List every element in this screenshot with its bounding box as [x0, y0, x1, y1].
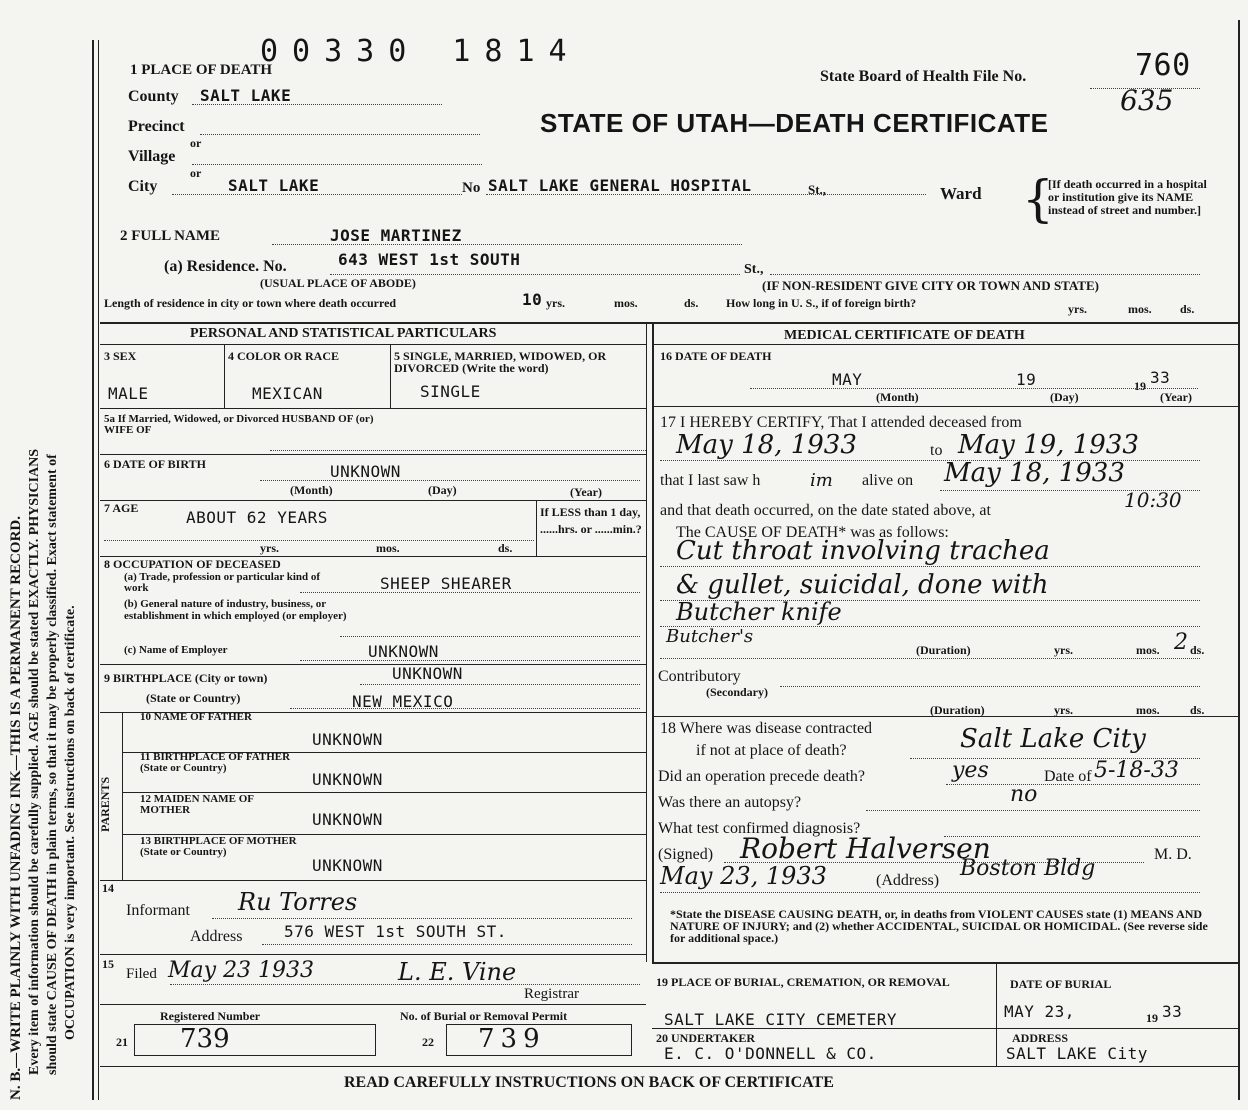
parents-label: PARENTS [98, 776, 112, 832]
father-birthplace-value: UNKNOWN [312, 770, 383, 789]
cause-line-3: Butcher knife [676, 598, 842, 626]
death-month: MAY [832, 370, 863, 389]
duration-mos: mos. [1136, 643, 1160, 657]
brace-icon: { [1022, 170, 1054, 228]
attended-from: May 18, 1933 [676, 430, 857, 460]
duration2-ds: ds. [1190, 703, 1205, 717]
sex-label: 3 SEX [104, 349, 137, 363]
informant-label: Informant [126, 902, 190, 919]
institution-note: [If death occurred in a hospital or institution give its NAME instead of street and number.] [1048, 177, 1207, 217]
occupation-label: 8 OCCUPATION OF DECEASED [104, 557, 281, 571]
margin-note-4: OCCUPATION is very important. See instructions on back of certificate. [63, 605, 78, 1040]
less-than-day: If LESS than 1 day, ......hrs. or ......min.? [540, 505, 642, 536]
death-day-label: (Day) [1050, 390, 1079, 404]
father-value: UNKNOWN [312, 730, 383, 749]
physician-signature: Robert Halversen [740, 832, 991, 865]
physician-address-label: (Address) [876, 872, 940, 889]
cause-label: The CAUSE OF DEATH* was as follows: [676, 524, 949, 541]
informant-address: 576 WEST 1st SOUTH ST. [284, 922, 507, 941]
right-border [1238, 20, 1240, 1100]
burial-permit-number: 739 [478, 1024, 546, 1054]
mother-label: 12 MAIDEN NAME OF MOTHER [140, 793, 254, 816]
burial-place-label: 19 PLACE OF BURIAL, CREMATION, OR REMOVAL [656, 975, 950, 989]
medical-header: MEDICAL CERTIFICATE OF DEATH [784, 328, 1025, 343]
registered-number: 739 [180, 1024, 230, 1054]
age-ds: ds. [498, 541, 513, 555]
length-mos: mos. [614, 296, 638, 310]
informant-address-label: Address [190, 928, 243, 945]
us-ds: ds. [1180, 302, 1195, 316]
undertaker-address: SALT LAKE City [1006, 1044, 1148, 1063]
city-label: City [128, 178, 158, 195]
where-contracted-label: 18 Where was disease contracted [660, 720, 873, 737]
burial-place-value: SALT LAKE CITY CEMETERY [664, 1010, 898, 1029]
item-14: 14 [102, 881, 114, 895]
city-value: SALT LAKE [228, 176, 320, 195]
last-saw-hand: im [810, 470, 833, 491]
county-label: County [128, 88, 179, 105]
hospital-value: SALT LAKE GENERAL HOSPITAL [488, 176, 752, 195]
file-no-alt: 635 [1120, 84, 1174, 117]
occupation-a-label: (a) Trade, profession or particular kind of work [124, 571, 321, 594]
burial-date: MAY 23, [1004, 1002, 1075, 1021]
cause-line-2: & gullet, suicidal, done with [676, 570, 1049, 600]
sex-value: MALE [108, 384, 149, 403]
mother-birthplace-label: 13 BIRTHPLACE OF MOTHER (State or Country) [140, 835, 297, 858]
age-label: 7 AGE [104, 501, 139, 515]
birthplace-city: UNKNOWN [392, 664, 463, 683]
dob-day: (Day) [428, 483, 457, 497]
residence-st: St., [744, 262, 764, 277]
margin-note-1: N. B.—WRITE PLAINLY WITH UNFADING INK—THIS IS A PERMANENT RECORD. [8, 516, 24, 1100]
dob-value: UNKNOWN [330, 462, 401, 481]
mother-value: UNKNOWN [312, 810, 383, 829]
employer-label: (c) Name of Employer [124, 644, 228, 656]
employer-value: UNKNOWN [368, 642, 439, 661]
place-of-death-heading: 1 PLACE OF DEATH [130, 62, 273, 78]
age-mos: mos. [376, 541, 400, 555]
death-year-label: (Year) [1160, 390, 1192, 404]
item-15: 15 [102, 957, 114, 971]
file-no-label: State Board of Health File No. [820, 68, 1027, 85]
color-race-value: MEXICAN [252, 384, 323, 403]
undertaker-address-label: ADDRESS [1012, 1031, 1069, 1045]
md-label: M. D. [1154, 846, 1192, 863]
burial-year: 33 [1162, 1002, 1183, 1021]
registrar-signature: L. E. Vine [398, 958, 517, 986]
item-21: 21 [116, 1035, 128, 1049]
or-label-1: or [190, 136, 202, 150]
duration-yrs: yrs. [1054, 643, 1073, 657]
father-birthplace-label: 11 BIRTHPLACE OF FATHER (State or Country) [140, 751, 291, 774]
st-label: St., [808, 182, 827, 197]
filed-label: Filed [126, 966, 157, 982]
death-time: 10:30 [1124, 488, 1182, 512]
length-of-residence-label: Length of residence in city or town where death occurred [104, 296, 397, 310]
length-of-residence-value: 10 [522, 290, 543, 309]
duration-ds: ds. [1190, 643, 1205, 657]
filed-date: May 23 1933 [168, 958, 315, 983]
alive-on-label: alive on [862, 472, 914, 489]
duration-label: (Duration) [916, 643, 971, 657]
cause-line-1: Cut throat involving trachea [676, 536, 1050, 566]
margin-note-3: should state CAUSE OF DEATH in plain terms, so that it may be properly classified. Exact statement of [45, 454, 60, 1075]
last-saw-label: that I last saw h [660, 472, 761, 489]
full-name-label: 2 FULL NAME [120, 228, 221, 244]
age-yrs: yrs. [260, 541, 279, 555]
signed-date: May 23, 1933 [660, 862, 827, 890]
physician-address: Boston Bldg [960, 856, 1096, 881]
spouse-label: 5a If Married, Widowed, or Divorced HUSBAND OF (or) WIFE OF [104, 413, 374, 436]
personal-header: PERSONAL AND STATISTICAL PARTICULARS [190, 326, 497, 341]
county-value: SALT LAKE [200, 86, 292, 105]
death-year-prefix: 19 [1134, 379, 1146, 393]
death-year: 33 [1150, 368, 1171, 387]
color-race-label: 4 COLOR OR RACE [228, 349, 340, 363]
nonresident-note: (IF NON-RESIDENT GIVE CITY OR TOWN AND STATE) [762, 278, 1099, 293]
residence-label: (a) Residence. No. [164, 258, 287, 275]
or-label-2: or [190, 166, 202, 180]
birthplace-state-label: (State or Country) [146, 691, 241, 705]
burial-year-prefix: 19 [1146, 1011, 1158, 1025]
operation-date: 5-18-33 [1094, 758, 1179, 783]
age-value: ABOUT 62 YEARS [186, 508, 328, 527]
usual-abode-note: (USUAL PLACE OF ABODE) [260, 276, 416, 290]
operation-value: yes [952, 758, 989, 783]
length-yrs: yrs. [546, 296, 565, 310]
operation-date-label: Date of [1044, 768, 1092, 785]
occupation-value: SHEEP SHEARER [380, 574, 512, 593]
duration2-label: (Duration) [930, 703, 985, 717]
attended-to: May 19, 1933 [958, 430, 1139, 460]
occupation-b-label: (b) General nature of industry, business, or establishment in which employed (or employer) [124, 598, 347, 622]
us-residence-label: How long in U. S., if of foreign birth? [726, 296, 917, 310]
test-label: What test confirmed diagnosis? [658, 820, 861, 837]
to-label: to [930, 442, 943, 459]
where-contracted: Salt Lake City [960, 724, 1146, 754]
length-ds: ds. [684, 296, 699, 310]
street-no-label: No [462, 180, 481, 196]
burial-date-label: DATE OF BURIAL [1010, 977, 1112, 991]
autopsy-value: no [1010, 782, 1038, 807]
contributory-label: Contributory [658, 668, 741, 685]
certificate-title: STATE OF UTAH—DEATH CERTIFICATE [540, 108, 1049, 138]
footer-instructions: READ CAREFULLY INSTRUCTIONS ON BACK OF CERTIFICATE [344, 1074, 834, 1091]
top-stamp-number: 00330 1814 [260, 34, 581, 69]
duration-value: 2 [1174, 630, 1188, 655]
file-no: 760 [1135, 48, 1191, 83]
item-22: 22 [422, 1035, 434, 1049]
duration2-yrs: yrs. [1054, 703, 1073, 717]
marital-value: SINGLE [420, 382, 481, 401]
date-of-death-label: 16 DATE OF DEATH [660, 349, 772, 363]
burial-permit-label: No. of Burial or Removal Permit [400, 1009, 568, 1023]
death-day: 19 [1016, 370, 1037, 389]
informant-signature: Ru Torres [238, 888, 358, 916]
margin-note-2: Every item of information should be carefully supplied. AGE should be stated EXACTLY. PHYSICIANS [27, 448, 42, 1075]
cause-footnote: *State the DISEASE CAUSING DEATH, or, in deaths from VIOLENT CAUSES state (1) MEANS AND NATURE OF INJURY; and (2) whether ACCIDENTAL, SUICIDAL OR HOMICIDAL. (See reverse side for additional space.) [670, 907, 1208, 945]
where-contracted-label-2: if not at place of death? [696, 742, 847, 759]
birthplace-label: 9 BIRTHPLACE (City or town) [104, 671, 268, 685]
father-label: 10 NAME OF FATHER [140, 711, 252, 723]
full-name-value: JOSE MARTINEZ [330, 226, 462, 245]
dob-label: 6 DATE OF BIRTH [104, 457, 206, 471]
alive-on-date: May 18, 1933 [944, 458, 1125, 488]
marital-label: 5 SINGLE, MARRIED, WIDOWED, OR DIVORCED (Write the word) [394, 349, 607, 375]
dob-month: (Month) [290, 483, 333, 497]
registered-number-box [134, 1024, 376, 1056]
operation-label: Did an operation precede death? [658, 768, 866, 785]
precinct-label: Precinct [128, 118, 185, 135]
death-occurred-label: and that death occurred, on the date stated above, at [660, 502, 991, 519]
death-month-label: (Month) [876, 390, 919, 404]
residence-value: 643 WEST 1st SOUTH [338, 250, 521, 269]
mother-birthplace-value: UNKNOWN [312, 856, 383, 875]
cause-line-4: Butcher's [666, 626, 754, 647]
us-mos: mos. [1128, 302, 1152, 316]
registered-number-label: Registered Number [160, 1009, 261, 1023]
left-border-inner [98, 40, 99, 1100]
ward-label: Ward [940, 184, 982, 203]
secondary-label: (Secondary) [706, 685, 768, 699]
autopsy-label: Was there an autopsy? [658, 794, 802, 811]
undertaker-value: E. C. O'DONNELL & CO. [664, 1044, 877, 1063]
undertaker-label: 20 UNDERTAKER [656, 1031, 756, 1045]
certify-text: 17 I HEREBY CERTIFY, That I attended deceased from [660, 414, 1022, 431]
dob-year: (Year) [570, 485, 602, 499]
us-yrs: yrs. [1068, 302, 1087, 316]
duration2-mos: mos. [1136, 703, 1160, 717]
village-label: Village [128, 148, 176, 165]
signed-label: (Signed) [658, 846, 714, 863]
birthplace-state: NEW MEXICO [352, 692, 454, 711]
left-border [92, 40, 94, 1100]
registrar-label: Registrar [524, 986, 579, 1002]
